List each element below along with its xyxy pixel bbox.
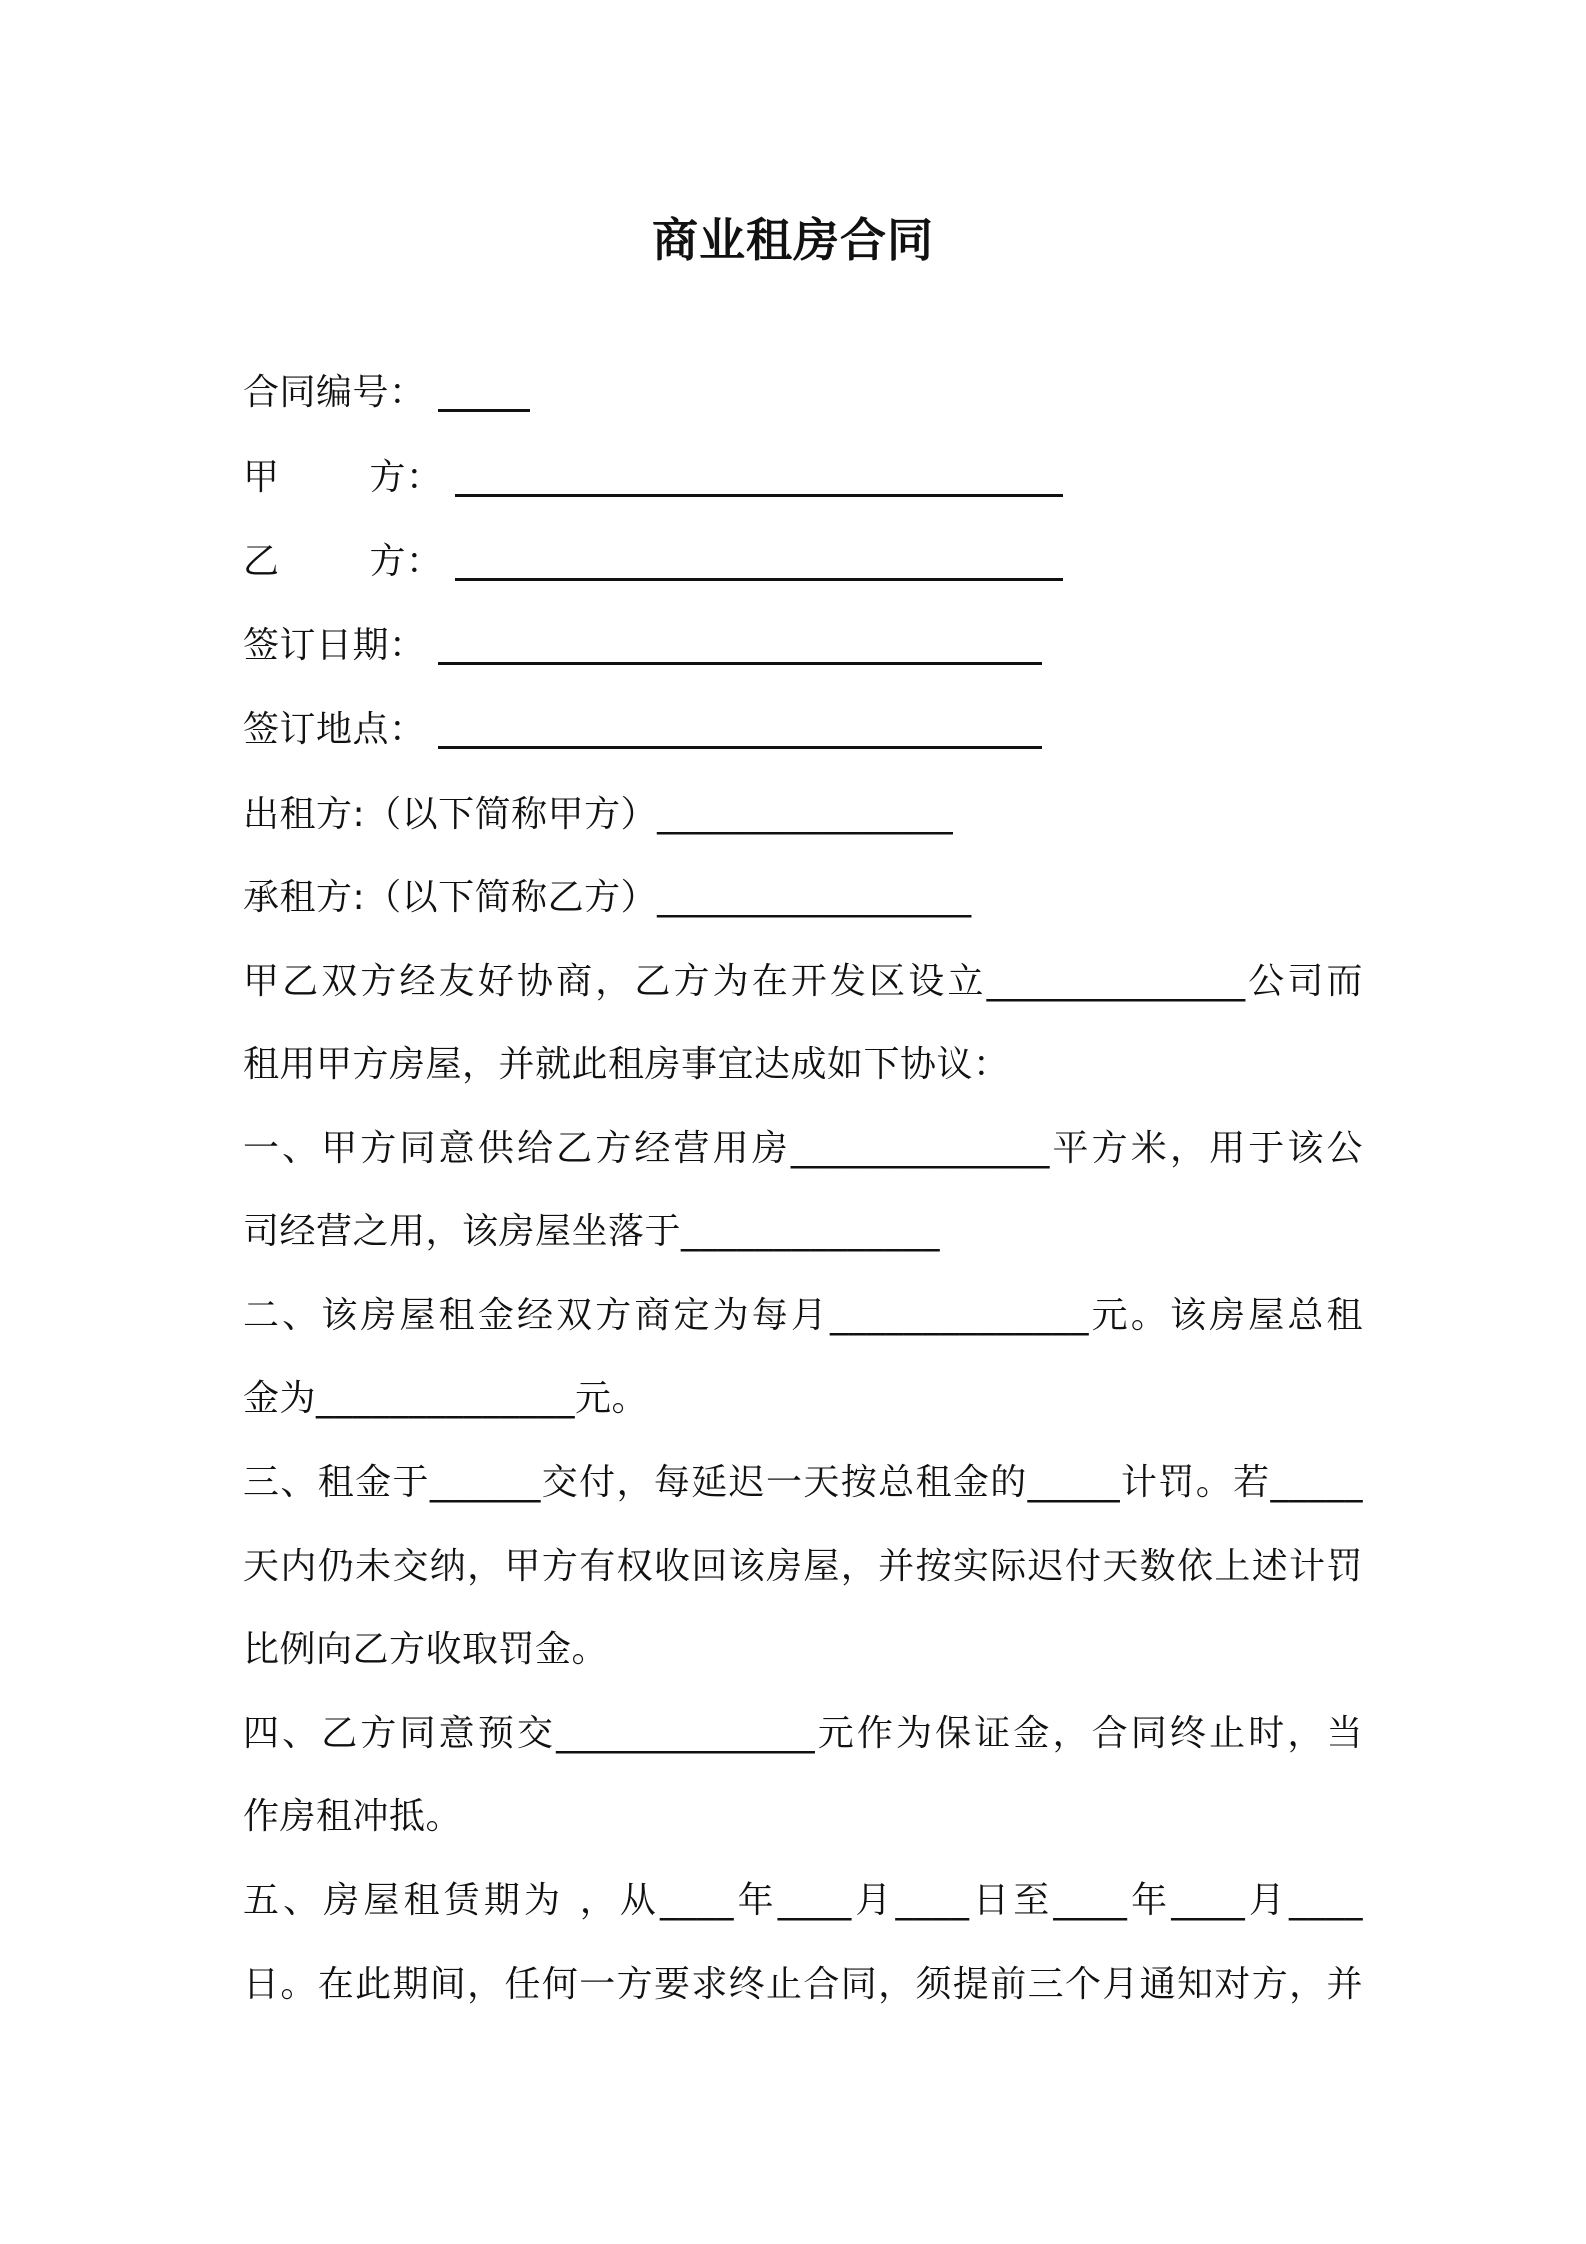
clause-intro-line-1: 甲乙双方经友好协商，乙方为在开发区设立______________公司而 — [243, 961, 1363, 1002]
clause-2-line-2: 金为______________元。 — [243, 1378, 649, 1419]
clause-3-line-3: 比例向乙方收取罚金。 — [243, 1629, 609, 1670]
party-a-label-char: 甲 — [243, 457, 280, 498]
party-a-blank[interactable] — [455, 454, 1063, 497]
clause-2-line-1: 二、该房屋租金经双方商定为每月______________元。该房屋总租 — [243, 1295, 1363, 1336]
sign-place-blank[interactable] — [438, 706, 1042, 749]
sign-date-label: 签订日期： — [243, 625, 426, 666]
party-a-field — [243, 453, 1363, 503]
clause-3-line-1: 三、租金于______交付，每延迟一天按总租金的_____计罚。若_____ — [243, 1462, 1363, 1503]
sign-place-field — [243, 705, 1363, 755]
lessee-line: 承租方:（以下简称乙方）_________________ — [243, 877, 972, 918]
party-b-label-char: 乙 — [243, 541, 280, 582]
party-b-blank[interactable] — [455, 538, 1063, 581]
clause-3-line-2: 天内仍未交纳，甲方有权收回该房屋，并按实际迟付天数依上述计罚 — [243, 1546, 1363, 1587]
sign-date-blank[interactable] — [438, 622, 1042, 665]
clause-4-line-2: 作房租冲抵。 — [243, 1796, 463, 1837]
sign-date-field — [243, 621, 1363, 671]
contract-number-label: 合同编号： — [243, 372, 426, 413]
lessor-line: 出租方:（以下简称甲方）________________ — [243, 794, 954, 835]
clause-1-line-2: 司经营之用，该房屋坐落于______________ — [243, 1211, 941, 1252]
clause-5-line-1: 五、房屋租赁期为 ，从____年____月____日至____年____月____ — [243, 1880, 1363, 1921]
party-a-label-side: 方： — [369, 457, 443, 498]
contract-number-field — [243, 368, 1363, 418]
clause-intro-line-2: 租用甲方房屋，并就此租房事宜达成如下协议： — [243, 1044, 1010, 1085]
party-b-field — [243, 537, 1363, 587]
clause-4-line-1: 四、乙方同意预交______________元作为保证金，合同终止时，当 — [243, 1713, 1363, 1754]
clause-5-line-2: 日。在此期间，任何一方要求终止合同，须提前三个月通知对方，并 — [243, 1964, 1363, 2005]
contract-number-blank[interactable] — [438, 369, 530, 412]
party-b-label-side: 方： — [369, 541, 443, 582]
sign-place-label: 签订地点： — [243, 709, 426, 750]
clause-1-line-1: 一、甲方同意供给乙方经营用房______________平方米，用于该公 — [243, 1128, 1363, 1169]
document-title: 商业租房合同 — [652, 213, 934, 267]
